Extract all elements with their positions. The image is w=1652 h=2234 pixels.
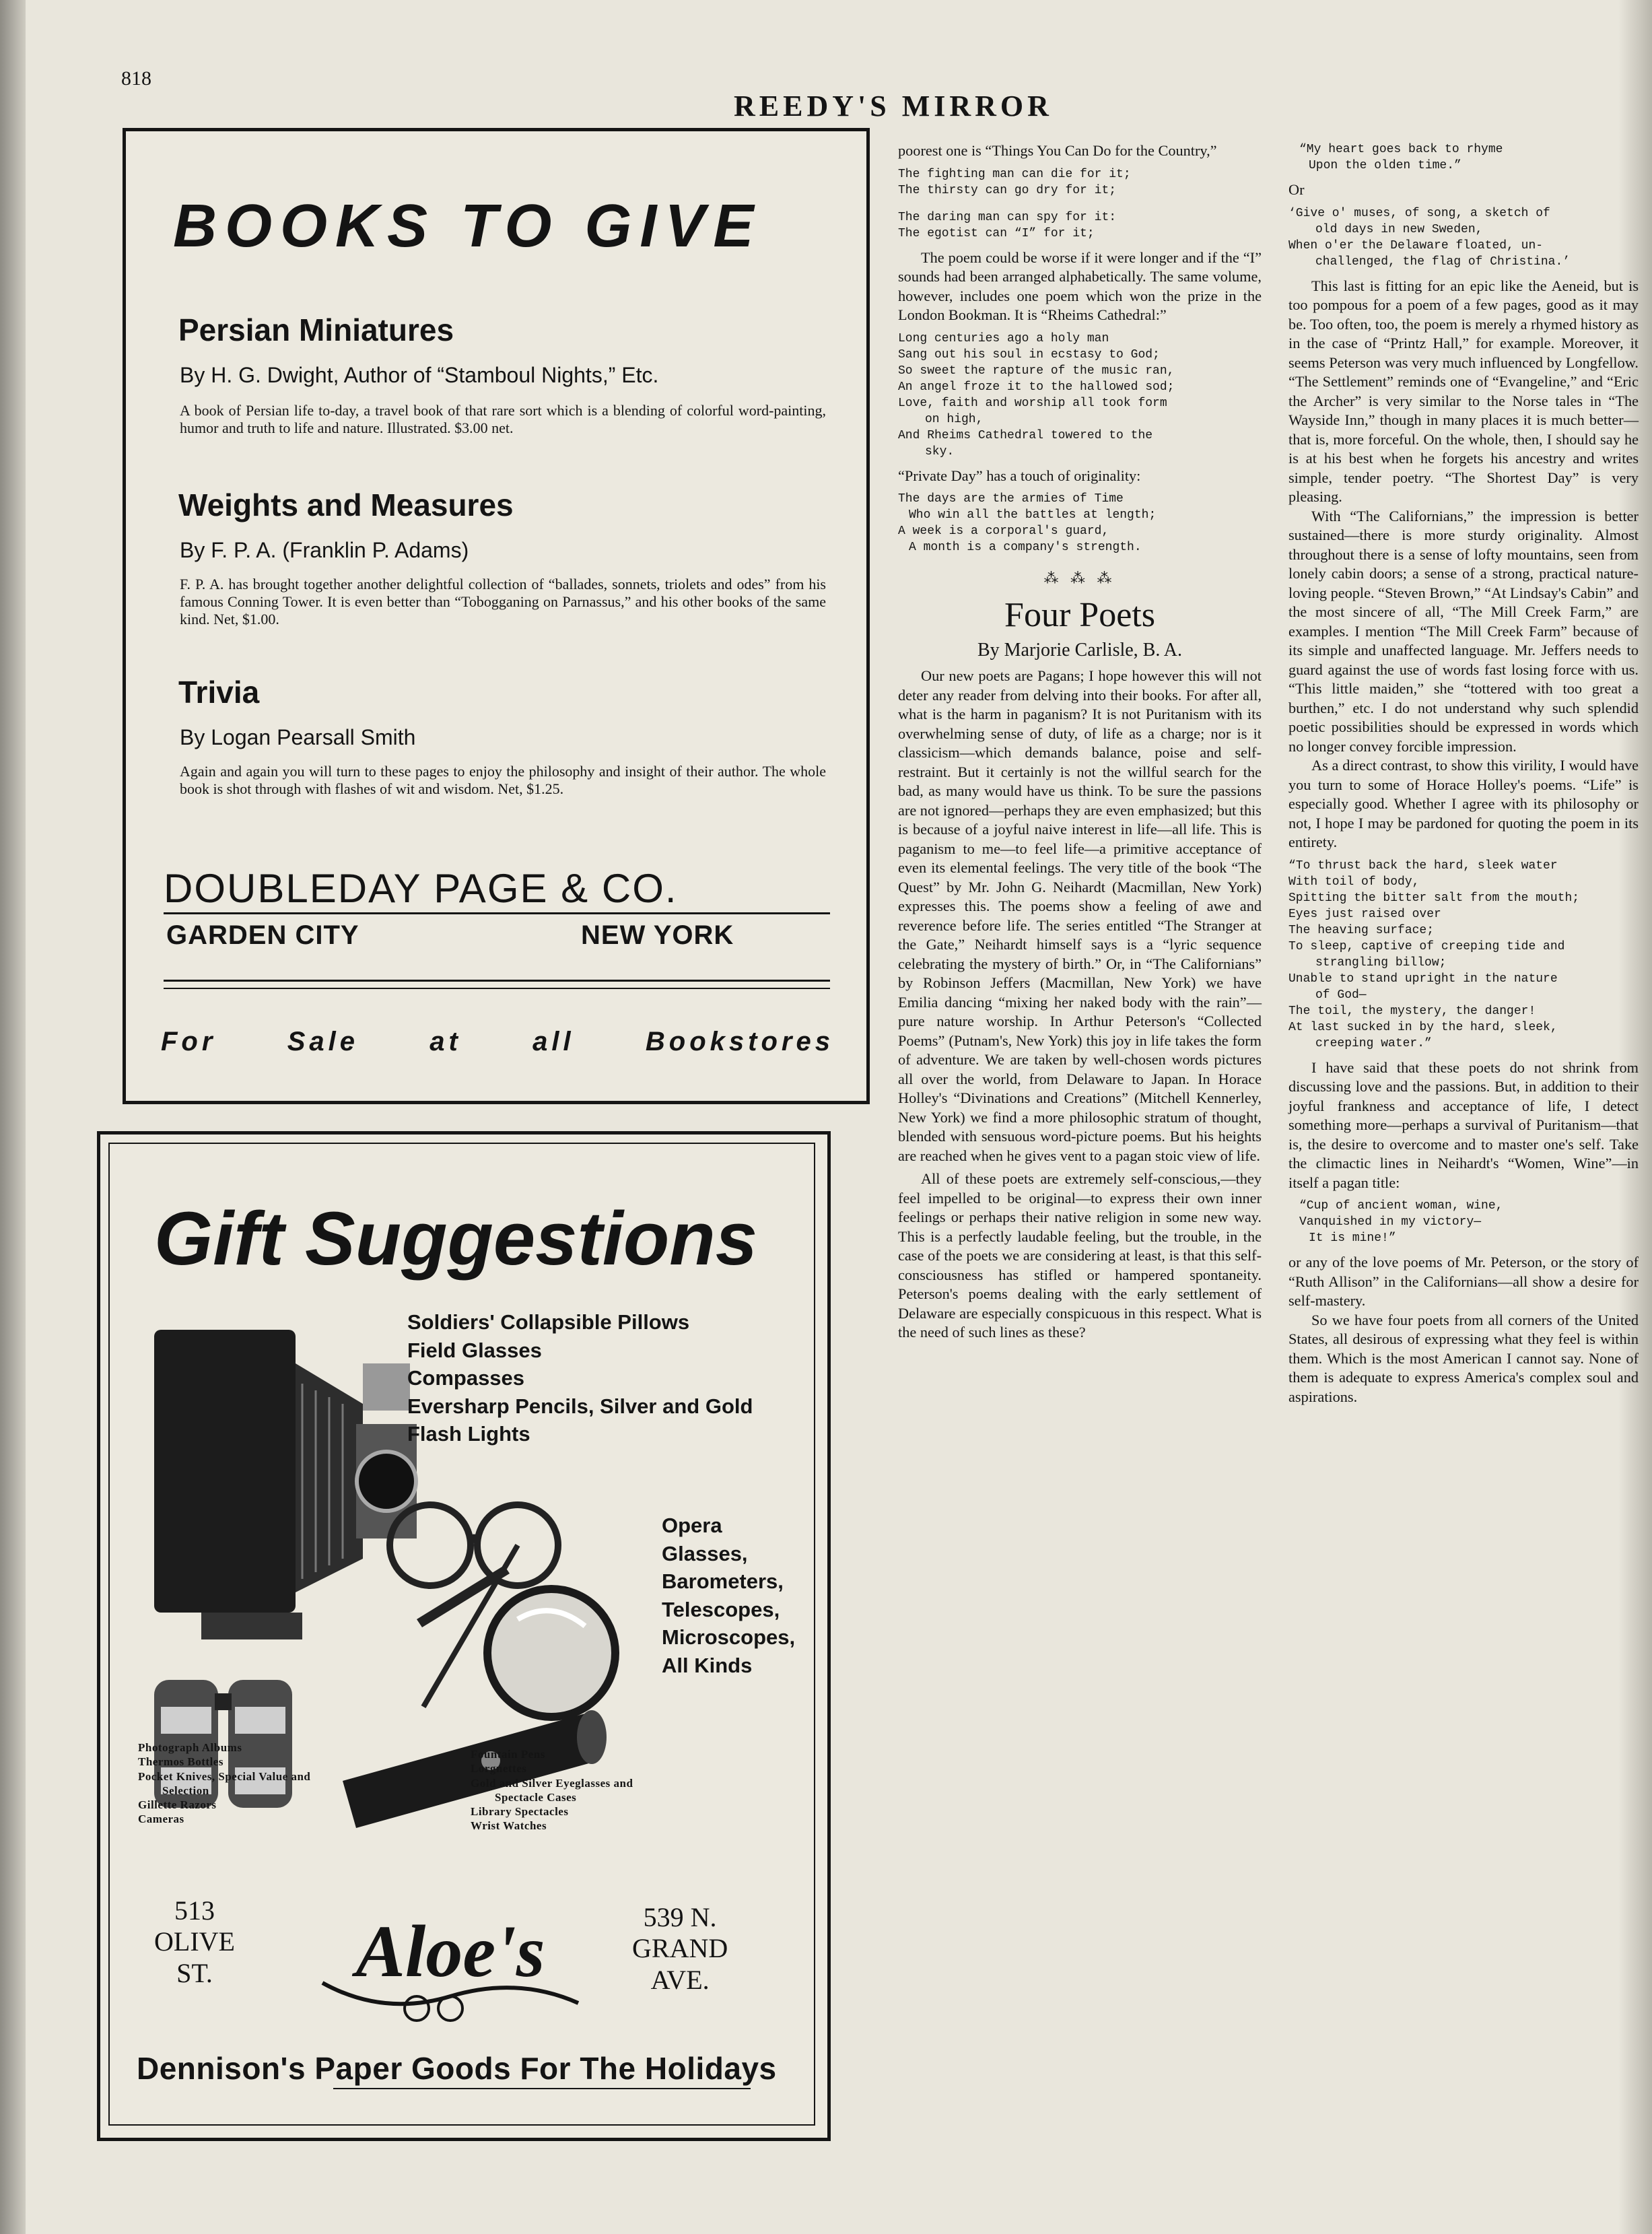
poem-line: The heaving surface; (1288, 923, 1435, 937)
paragraph: As a direct contrast, to show this virility, I would have you turn to some of Horace Holley's poems. “Life” is especially good. Whether I agree with its philosophy or not, I hope I may be pardoned for quoting the poem in its entirety. (1288, 757, 1639, 850)
poem-line: “To thrust back the hard, sleek water (1288, 858, 1558, 873)
gift-item: Library Spectacles (471, 1805, 569, 1818)
gift-item: Pocket Knives, Special Value and (138, 1769, 311, 1783)
address-line: GRAND (632, 1933, 728, 1964)
poem-quote (1288, 141, 1639, 174)
gift-item: Eversharp Pencils, Silver and Gold (407, 1394, 753, 1418)
dennison-name: Dennison's (137, 2051, 306, 2086)
page-number: 818 (121, 67, 151, 90)
poem-line: And Rheims Cathedral towered to the (898, 428, 1153, 442)
books-to-give-ad (123, 128, 870, 1104)
poem-line: of God— (1315, 988, 1367, 1002)
poem-line: creeping water.” (1315, 1036, 1432, 1050)
poem-line: Eyes just raised over (1288, 907, 1441, 921)
book-author: By F. P. A. (Franklin P. Adams) (180, 538, 469, 562)
poem-line: An angel froze it to the hallowed sod; (898, 380, 1175, 394)
paragraph: Our new poets are Pagans; I hope however this will not deter any reader from delving into their books. For after all, what is the harm in paganism? It is not Puritanism with its overwhelming sense of duty, of life as a charge; nor is it classicism—which demands balance, poise and self-restraint. But it certainly is not the willful search for the bad, as many would have us think. To be sure the passions are not ignored—perhaps they are even emphasized; but this is because of a joyful naive interest in life—all life. This is paganism to me—to feel life—a primitive acceptance of even its elemental feelings. The very title of the book “The Quest” by Mr. John G. Neihardt (Macmillan, New York) expresses this. The poems show a feeling of awe and reverence before life. The series entitled “The Stranger at the Gate,” Neihardt himself says is a “lyric sequence celebrating the mystery of birth.” Or, in “The Californians” by Robinson Jeffers (Macmillan, New York) we have Emilia dancing “mixing her naked body with the rain”—pure nature worship. In Arthur Peterson's “Collected Poems” (Putnam's, New York) this joy in life takes the form of adventure. We are taken by well-chosen words pictures all over the world, from Delaware to Japan. In Horace Holley's “Divinations and Creations” (Mitchell Kennerley, New York) we find a more philosophic stratum of thought, blended with sensuous word-picture poems. But his heights are reached when he gives vent to a pagan stoic view of life. (898, 667, 1262, 1164)
poem-line: So sweet the rapture of the music ran, (898, 364, 1175, 378)
scan-binding-shadow (0, 0, 26, 2234)
poem-line: on high, (925, 412, 984, 426)
poem-quote (1288, 858, 1639, 1052)
poem-line: To sleep, captive of creeping tide and (1288, 939, 1565, 953)
article-title: Four Poets (1004, 595, 1155, 634)
folding-camera-icon (154, 1330, 417, 1639)
poem-line: strangling billow; (1315, 955, 1447, 970)
gift-item: Cameras (138, 1813, 184, 1826)
poem-quote (898, 166, 1262, 242)
gift-item: Microscopes, (662, 1625, 796, 1650)
for-sale-line (161, 1027, 834, 1057)
gift-item: Thermos Bottles (138, 1755, 223, 1769)
poem-line: “Cup of ancient woman, wine, (1299, 1199, 1503, 1213)
store-logo-text: Aloe's (355, 1910, 545, 1992)
address-line: 539 N. (643, 1902, 717, 1932)
book-description: F. P. A. has brought together another delightful collection of “ballades, sonnets, triolets and odes” from his famous Conning Tower. It is even better than “Tobogganing on Parnassus,” and his other books of the same kind. Net, $1.00. (180, 576, 826, 628)
paragraph: With “The Californians,” the impression is better sustained—there is more sturdy originality. Almost throughout there is a sense of lofty mountains, seen from lonely cabin doors; a sense of a strong, practical nature-loving people. “Steven Brown,” “At Lindsay's Cabin” and the most sincere of all, “The Mill Creek Farm,” are examples. I mention “The Mill Creek Farm” because of its simple and unaffected language. Mr. Jeffers needs to guard against the use of words fast losing force with us. “This little maiden,” she “tottered with too great a burthen,” etc. I do not understand why such splendid poetic possibilities should be expressed in words which no longer convey forcible impression. (1288, 507, 1639, 755)
divider (333, 2088, 751, 2089)
sale-word: at (429, 1027, 462, 1056)
address-line: ST. (176, 1957, 213, 1988)
stanza-break (898, 199, 1262, 209)
gift-item: Selection (162, 1784, 209, 1797)
poem-line: A month is a company's strength. (909, 541, 1142, 554)
poem-line: The toil, the mystery, the danger! (1288, 1004, 1536, 1018)
gift-item: Photograph Albums (138, 1741, 242, 1754)
gift-item: Gold and Silver Eyeglasses and (471, 1776, 633, 1790)
book-title: Weights and Measures (178, 487, 514, 522)
gift-item: Soldiers' Collapsible Pillows (407, 1310, 690, 1334)
poem-line: The egotist can “I” for it; (898, 226, 1095, 240)
gift-item: Field Glasses (407, 1338, 542, 1362)
poem-line: Sang out his soul in ecstasy to God; (898, 347, 1160, 362)
paragraph: This last is fitting for an epic like the Aeneid, but is too pompous for a poem of a few pages, good as it may be. Too often, too, the poem is merely a rhymed history as in the case of “Printz Hall,” for example. Moreover, it seems Peterson was very much influenced by Longfellow. “The Settlement” reminds one of “Evangeline,” and “Eric the Archer” is very similar to the Norse tales in “The Wayside Inn,” though in many places it is much better—that is, more forceful. On the whole, then, I should say he is at his best when he forgets his ancestry and writes simple, tender poetry. “The Shortest Day” is very pleasing. (1288, 277, 1639, 505)
poem-quote (898, 491, 1262, 555)
poem-line: challenged, the flag of Christina.’ (1315, 255, 1571, 269)
poem-line: Who win all the battles at length; (909, 508, 1157, 522)
gift-item: Compasses (407, 1366, 525, 1390)
paragraph: or any of the love poems of Mr. Peterson, or the story of “Ruth Allison” in the Californians—all show a desire for self-mastery. (1288, 1254, 1639, 1309)
gift-suggestions-ad (97, 1131, 831, 2141)
gift-ad-title: Gift Suggestions (154, 1196, 757, 1281)
gift-item: Fountain Pens (471, 1748, 545, 1761)
poem-line: Upon the olden time.” (1309, 159, 1461, 172)
gift-small-list-left (138, 1740, 454, 1827)
book-title: Persian Miniatures (178, 312, 454, 347)
text-column-two (1288, 141, 1639, 1407)
publisher-city: GARDEN CITY (166, 920, 359, 950)
poem-line: old days in new Sweden, (1315, 222, 1483, 236)
gift-list-secondary (662, 1512, 795, 1679)
paragraph: So we have four poets from all corners of the United States, all desirous of expressing what they feel is within them. Which is the most American I cannot say. None of them is adequate to express America's complex soul and aspirations. (1288, 1311, 1639, 1405)
gift-small-list-right (471, 1747, 787, 1833)
book-description: A book of Persian life to-day, a travel book of that rare sort which is a blending of colorful word-painting, humor and truth to life and nature. Illustrated. $3.00 net. (180, 402, 826, 436)
divider (164, 912, 830, 914)
book-description: Again and again you will turn to these pages to enjoy the philosophy and insight of their author. The whole book is shot through with flashes of wit and wisdom. Net, $1.25. (180, 763, 826, 797)
section-ornament: ⁂ ⁂ ⁂ (1043, 570, 1116, 586)
poem-line: The days are the armies of Time (898, 492, 1124, 506)
store-logo (302, 1902, 598, 2030)
poem-line: With toil of body, (1288, 875, 1420, 889)
gift-item: Telescopes, (662, 1597, 780, 1621)
book-title: Trivia (178, 675, 260, 710)
address-line: 513 (174, 1895, 215, 1926)
book-author: By H. G. Dwight, Author of “Stamboul Nights,” Etc. (180, 363, 659, 387)
poem-line: sky. (925, 444, 955, 459)
address-line: AVE. (650, 1964, 710, 1995)
article-byline: By Marjorie Carlisle, B. A. (977, 639, 1183, 661)
poem-line: “My heart goes back to rhyme (1299, 143, 1503, 156)
divider (164, 980, 830, 982)
poem-line: Spitting the bitter salt from the mouth; (1288, 891, 1580, 905)
books-ad-title: BOOKS TO GIVE (173, 193, 762, 260)
dennison-tagline: Paper Goods For The Holidays (314, 2051, 777, 2086)
store-address-grand (632, 1902, 728, 1996)
poem-line: At last sucked in by the hard, sleek, (1288, 1020, 1558, 1034)
poem-line: The fighting man can die for it; (898, 167, 1131, 181)
sale-word: Sale (287, 1027, 359, 1056)
poem-line: Vanquished in my victory— (1299, 1215, 1482, 1229)
sale-word: Bookstores (645, 1027, 834, 1056)
poem-quote (1288, 205, 1639, 270)
paragraph: poorest one is “Things You Can Do for the Country,” (898, 142, 1217, 159)
dennison-footer (137, 2050, 777, 2087)
gift-item: Wrist Watches (471, 1819, 547, 1833)
publisher-name: DOUBLEDAY PAGE & CO. (164, 866, 678, 911)
gift-item: All Kinds (662, 1653, 753, 1677)
gift-item: Flash Lights (407, 1422, 530, 1446)
poem-line: It is mine!” (1309, 1231, 1396, 1245)
store-address-olive (154, 1895, 235, 1989)
address-line: OLIVE (154, 1926, 235, 1957)
paragraph: “Private Day” has a touch of originality: (898, 467, 1141, 484)
poem-quote (898, 331, 1262, 460)
poem-line: A week is a corporal's guard, (898, 524, 1109, 538)
poem-line: ‘Give o' muses, of song, a sketch of (1288, 206, 1550, 220)
divider (164, 988, 830, 989)
poem-line: Long centuries ago a holy man (898, 331, 1109, 345)
gift-item: Glasses, (662, 1541, 748, 1565)
poem-line: The thirsty can go dry for it; (898, 183, 1117, 197)
sale-word: For (161, 1027, 217, 1056)
paragraph: All of these poets are extremely self-conscious,—they feel impelled to be original—to express their own inner feelings or perhaps their native religion in some new way. This is a perfectly laudable feeling, but the trouble, in the case of the poets we are considering at least, is that this self-consciousness has stifled or hampered spontaneity. Peterson's poems dealing with the early settlement of Delaware are especially conspicuous in this respect. What is the need of such lines as these? (898, 1170, 1262, 1341)
magnifying-glass-icon (487, 1589, 615, 1717)
poem-line: Love, faith and worship all took form (898, 396, 1167, 410)
publisher-state: NEW YORK (581, 920, 734, 950)
paragraph: I have said that these poets do not shrink from discussing love and the passions. But, in addition to their joyful frankness and acceptance of life, I detect something more—perhaps a survival of Puritanism—that is, the desire to overcome and to master one's self. Take the climactic lines in Neihardt's “Women, Wine”—in itself a pagan title: (1288, 1058, 1639, 1191)
text-column-one (898, 141, 1262, 1343)
masthead: REEDY'S MIRROR (734, 90, 1053, 123)
poem-line: Unable to stand upright in the nature (1288, 972, 1558, 986)
gift-item: Spectacle Cases (495, 1790, 577, 1804)
gift-item: Barometers, (662, 1569, 784, 1594)
gift-item: Gillette Razors (138, 1798, 217, 1811)
paragraph: Or (1288, 181, 1305, 198)
book-author: By Logan Pearsall Smith (180, 725, 416, 749)
gift-item: Lorgnettes (471, 1762, 527, 1775)
paragraph: The poem could be worse if it were longer and if the “I” sounds had been arranged alphabetically. The same volume, however, includes one poem which won the prize in the London Bookman. It is “Rheims Cathedral:” (898, 248, 1262, 323)
gift-item: Opera (662, 1514, 722, 1537)
poem-line: When o'er the Delaware floated, un- (1288, 238, 1544, 252)
sale-word: all (532, 1027, 575, 1056)
poem-line: The daring man can spy for it: (898, 210, 1117, 224)
poem-quote (1288, 1198, 1639, 1246)
gift-list-primary (407, 1308, 753, 1448)
